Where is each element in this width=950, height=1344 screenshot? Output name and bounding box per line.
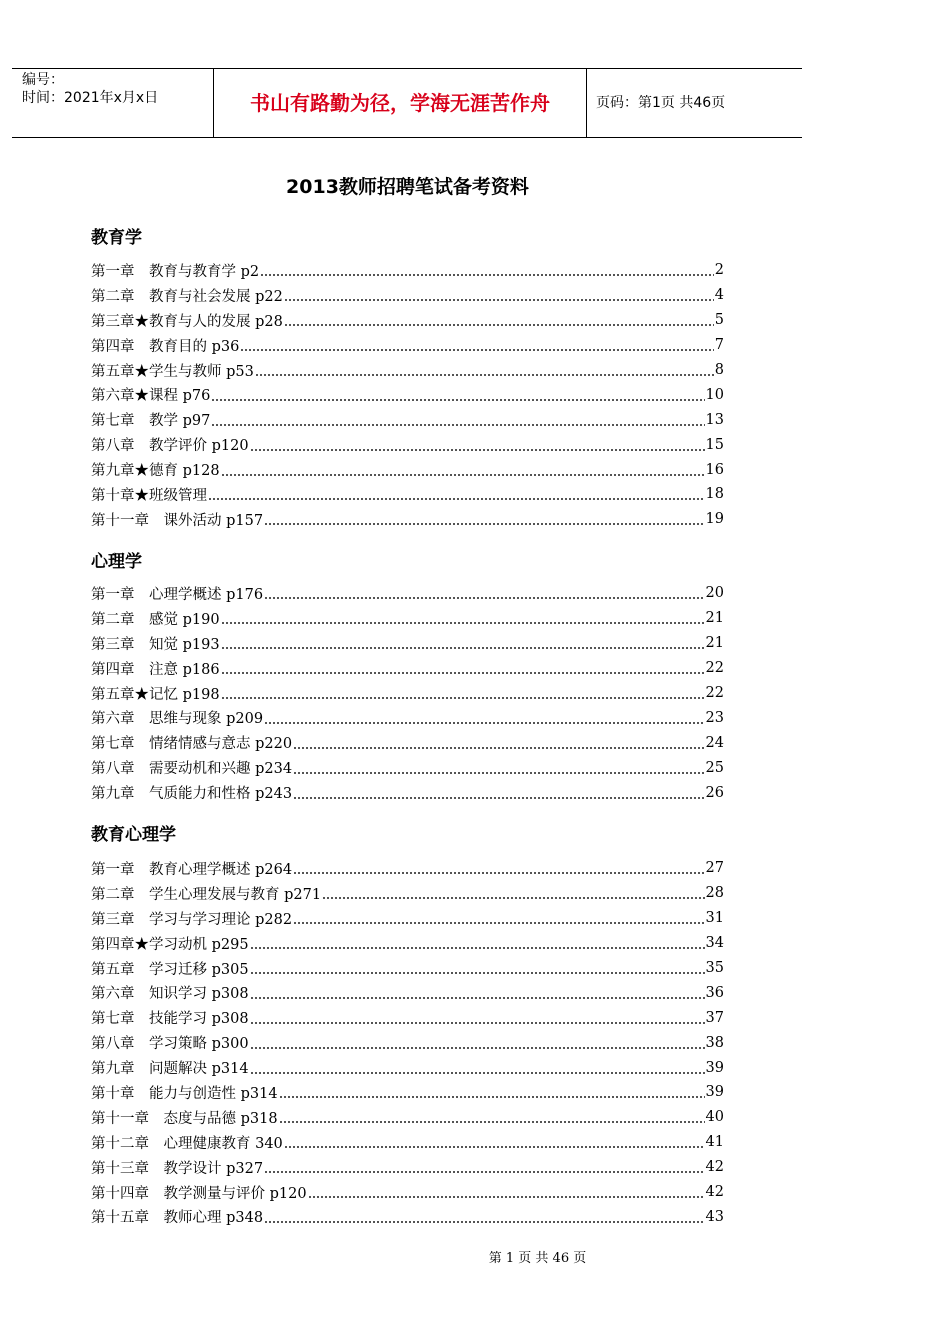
toc-entry[interactable] (91, 656, 724, 681)
header-meta-cell (12, 69, 214, 137)
number-label: 编号： (22, 72, 64, 88)
toc-entry-label: 第十章★班级管理 (91, 487, 207, 504)
toc-entry-page: 24 (705, 734, 724, 751)
toc-entry[interactable] (91, 507, 724, 532)
toc-entry-page: 22 (705, 660, 724, 677)
toc-entry-label: 第一章 教育心理学概述 p264 (91, 861, 293, 878)
toc-entry-page: 39 (705, 1059, 724, 1076)
toc-leader-dots (260, 263, 714, 277)
toc-entry-page: 19 (705, 511, 724, 528)
motto: 书山有路勤为径，学海无涯苦作舟 (250, 91, 550, 115)
toc-entry-page: 8 (714, 362, 724, 378)
toc-entry-label: 第七章 技能学习 p308 (91, 1011, 249, 1028)
toc-leader-dots (279, 1110, 705, 1124)
toc-entry[interactable] (91, 1005, 724, 1030)
toc-entry-page: 7 (714, 337, 724, 354)
toc-entry-label: 第五章★记忆 p198 (91, 686, 220, 703)
toc-leader-dots (250, 961, 705, 975)
section-title-education: 教育学 (91, 228, 142, 248)
toc-entry-label: 第四章 教育目的 p36 (91, 338, 240, 355)
toc-leader-dots (293, 736, 704, 750)
toc-leader-dots (240, 338, 713, 352)
toc-leader-dots (211, 413, 704, 427)
toc-entry[interactable] (91, 358, 724, 383)
toc-entry[interactable] (91, 856, 724, 881)
toc-entry-page: 35 (705, 960, 724, 976)
toc-entry-label: 第三章 知觉 p193 (91, 636, 220, 653)
toc-entry-label: 第三章★教育与人的发展 p28 (91, 313, 283, 330)
toc-leader-dots (264, 1210, 704, 1224)
toc-education (91, 258, 724, 532)
toc-entry-label: 第一章 心理学概述 p176 (91, 586, 264, 603)
toc-entry-label: 第八章 教学评价 p120 (91, 438, 249, 455)
toc-entry-page: 16 (705, 461, 724, 478)
toc-leader-dots (308, 1185, 705, 1199)
toc-leader-dots (208, 487, 705, 501)
toc-entry-page: 20 (705, 585, 724, 602)
toc-leader-dots (293, 861, 704, 875)
toc-entry-label: 第十三章 教学设计 p327 (91, 1160, 264, 1177)
toc-psychology (91, 581, 724, 805)
toc-entry-label: 第九章 气质能力和性格 p243 (91, 786, 293, 803)
toc-entry[interactable] (91, 906, 724, 931)
header-motto-cell (214, 69, 587, 137)
toc-entry[interactable] (91, 333, 724, 358)
toc-entry-page: 26 (705, 784, 724, 801)
toc-leader-dots (284, 288, 714, 302)
toc-leader-dots (279, 1085, 705, 1099)
toc-entry-label: 第十二章 心理健康教育 340 (91, 1135, 283, 1152)
toc-entry-label: 第三章 学习与学习理论 p282 (91, 911, 293, 928)
toc-entry-page: 31 (705, 910, 724, 927)
toc-entry-label: 第七章 教学 p97 (91, 413, 211, 430)
toc-leader-dots (221, 636, 705, 650)
toc-entry[interactable] (91, 283, 724, 308)
section-title-educational-psychology: 教育心理学 (91, 825, 176, 845)
header-page-cell (587, 69, 802, 137)
toc-entry-page: 41 (705, 1134, 724, 1151)
toc-entry[interactable] (91, 705, 724, 730)
toc-entry-page: 4 (714, 287, 724, 304)
toc-entry[interactable] (91, 258, 724, 283)
toc-entry-label: 第二章 学生心理发展与教育 p271 (91, 886, 322, 903)
toc-entry-label: 第六章 知识学习 p308 (91, 986, 249, 1003)
toc-entry-page: 10 (705, 386, 724, 403)
toc-leader-dots (264, 586, 704, 600)
toc-leader-dots (284, 1135, 705, 1149)
page-footer: 第 1 页 共 46 页 (488, 1251, 587, 1266)
toc-leader-dots (264, 711, 704, 725)
toc-entry-page: 15 (705, 436, 724, 453)
toc-entry-page: 42 (705, 1184, 724, 1201)
toc-entry[interactable] (91, 382, 724, 407)
toc-entry[interactable] (91, 881, 724, 906)
toc-leader-dots (250, 438, 705, 452)
toc-entry-page: 21 (705, 610, 724, 627)
toc-entry[interactable] (91, 1105, 724, 1130)
toc-entry-label: 第四章★学习动机 p295 (91, 936, 249, 953)
toc-entry[interactable] (91, 730, 724, 755)
toc-entry-label: 第九章 问题解决 p314 (91, 1061, 249, 1078)
toc-entry[interactable] (91, 755, 724, 780)
toc-entry-label: 第八章 学习策略 p300 (91, 1036, 249, 1053)
toc-leader-dots (255, 363, 714, 377)
section-title-psychology: 心理学 (91, 552, 142, 572)
toc-entry-page: 36 (705, 984, 724, 1001)
toc-leader-dots (211, 388, 704, 402)
toc-entry-page: 39 (705, 1084, 724, 1101)
toc-entry[interactable] (91, 631, 724, 656)
toc-entry-label: 第八章 需要动机和兴趣 p234 (91, 761, 293, 778)
toc-entry[interactable] (91, 1204, 724, 1229)
toc-entry-label: 第二章 教育与社会发展 p22 (91, 288, 283, 305)
header-table (12, 68, 802, 138)
toc-entry[interactable] (91, 1155, 724, 1180)
toc-leader-dots (264, 1160, 704, 1174)
toc-entry-page: 28 (705, 885, 724, 902)
toc-entry-page: 40 (705, 1109, 724, 1126)
toc-entry-label: 第七章 情绪情感与意志 p220 (91, 736, 293, 753)
toc-entry-page: 25 (705, 759, 724, 776)
toc-entry[interactable] (91, 1130, 724, 1155)
toc-entry[interactable] (91, 432, 724, 457)
toc-entry-label: 第十五章 教师心理 p348 (91, 1210, 264, 1227)
toc-entry[interactable] (91, 606, 724, 631)
toc-entry-label: 第十章 能力与创造性 p314 (91, 1085, 278, 1102)
toc-entry-page: 23 (705, 709, 724, 726)
toc-entry[interactable] (91, 1180, 724, 1205)
document-title: 2013教师招聘笔试备考资料 (286, 176, 529, 198)
toc-entry-label: 第五章 学习迁移 p305 (91, 961, 249, 978)
toc-entry-page: 27 (705, 860, 724, 877)
toc-entry-page: 42 (705, 1159, 724, 1176)
toc-entry-label: 第五章★学生与教师 p53 (91, 363, 254, 380)
toc-leader-dots (293, 911, 704, 925)
toc-entry[interactable] (91, 308, 724, 333)
page-info: 页码：第1页 共46页 (596, 95, 726, 111)
toc-entry-label: 第一章 教育与教育学 p2 (91, 263, 260, 280)
toc-leader-dots (250, 1011, 705, 1025)
toc-leader-dots (250, 1036, 705, 1050)
toc-entry[interactable] (91, 1055, 724, 1080)
toc-entry-label: 第十四章 教学测量与评价 p120 (91, 1185, 307, 1202)
toc-entry-page: 21 (705, 635, 724, 652)
toc-entry-label: 第十一章 态度与品德 p318 (91, 1110, 278, 1127)
toc-entry-label: 第十一章 课外活动 p157 (91, 512, 264, 529)
toc-entry-page: 38 (705, 1034, 724, 1051)
toc-entry-label: 第九章★德育 p128 (91, 463, 220, 480)
toc-entry-label: 第六章★课程 p76 (91, 388, 211, 405)
toc-entry-page: 22 (705, 685, 724, 701)
toc-leader-dots (293, 761, 704, 775)
toc-leader-dots (221, 661, 705, 675)
toc-educational-psychology (91, 856, 724, 1229)
toc-leader-dots (293, 786, 704, 800)
toc-entry-label: 第四章 注意 p186 (91, 661, 220, 678)
toc-leader-dots (221, 463, 705, 477)
toc-entry[interactable] (91, 1030, 724, 1055)
toc-entry[interactable] (91, 407, 724, 432)
toc-entry[interactable] (91, 780, 724, 805)
toc-entry-page: 18 (705, 486, 724, 503)
toc-leader-dots (221, 611, 705, 625)
toc-entry-label: 第二章 感觉 p190 (91, 611, 220, 628)
toc-entry[interactable] (91, 482, 724, 507)
toc-entry[interactable] (91, 956, 724, 981)
toc-leader-dots (250, 936, 705, 950)
toc-entry-page: 37 (705, 1009, 724, 1026)
toc-entry-page: 2 (714, 262, 724, 279)
toc-entry[interactable] (91, 931, 724, 956)
toc-entry-label: 第六章 思维与现象 p209 (91, 711, 264, 728)
toc-leader-dots (264, 512, 704, 526)
toc-leader-dots (221, 686, 705, 700)
toc-leader-dots (322, 886, 704, 900)
time-label: 时间：2021年x月x日 (22, 90, 159, 106)
toc-leader-dots (284, 313, 714, 327)
toc-entry[interactable] (91, 1080, 724, 1105)
toc-entry[interactable] (91, 457, 724, 482)
toc-leader-dots (250, 1061, 705, 1075)
toc-entry-page: 5 (714, 312, 724, 329)
toc-leader-dots (250, 986, 705, 1000)
toc-entry-page: 43 (705, 1208, 724, 1225)
toc-entry[interactable] (91, 581, 724, 606)
toc-entry[interactable] (91, 681, 724, 706)
toc-entry-page: 13 (705, 411, 724, 428)
toc-entry[interactable] (91, 980, 724, 1005)
toc-entry-page: 34 (705, 935, 724, 952)
